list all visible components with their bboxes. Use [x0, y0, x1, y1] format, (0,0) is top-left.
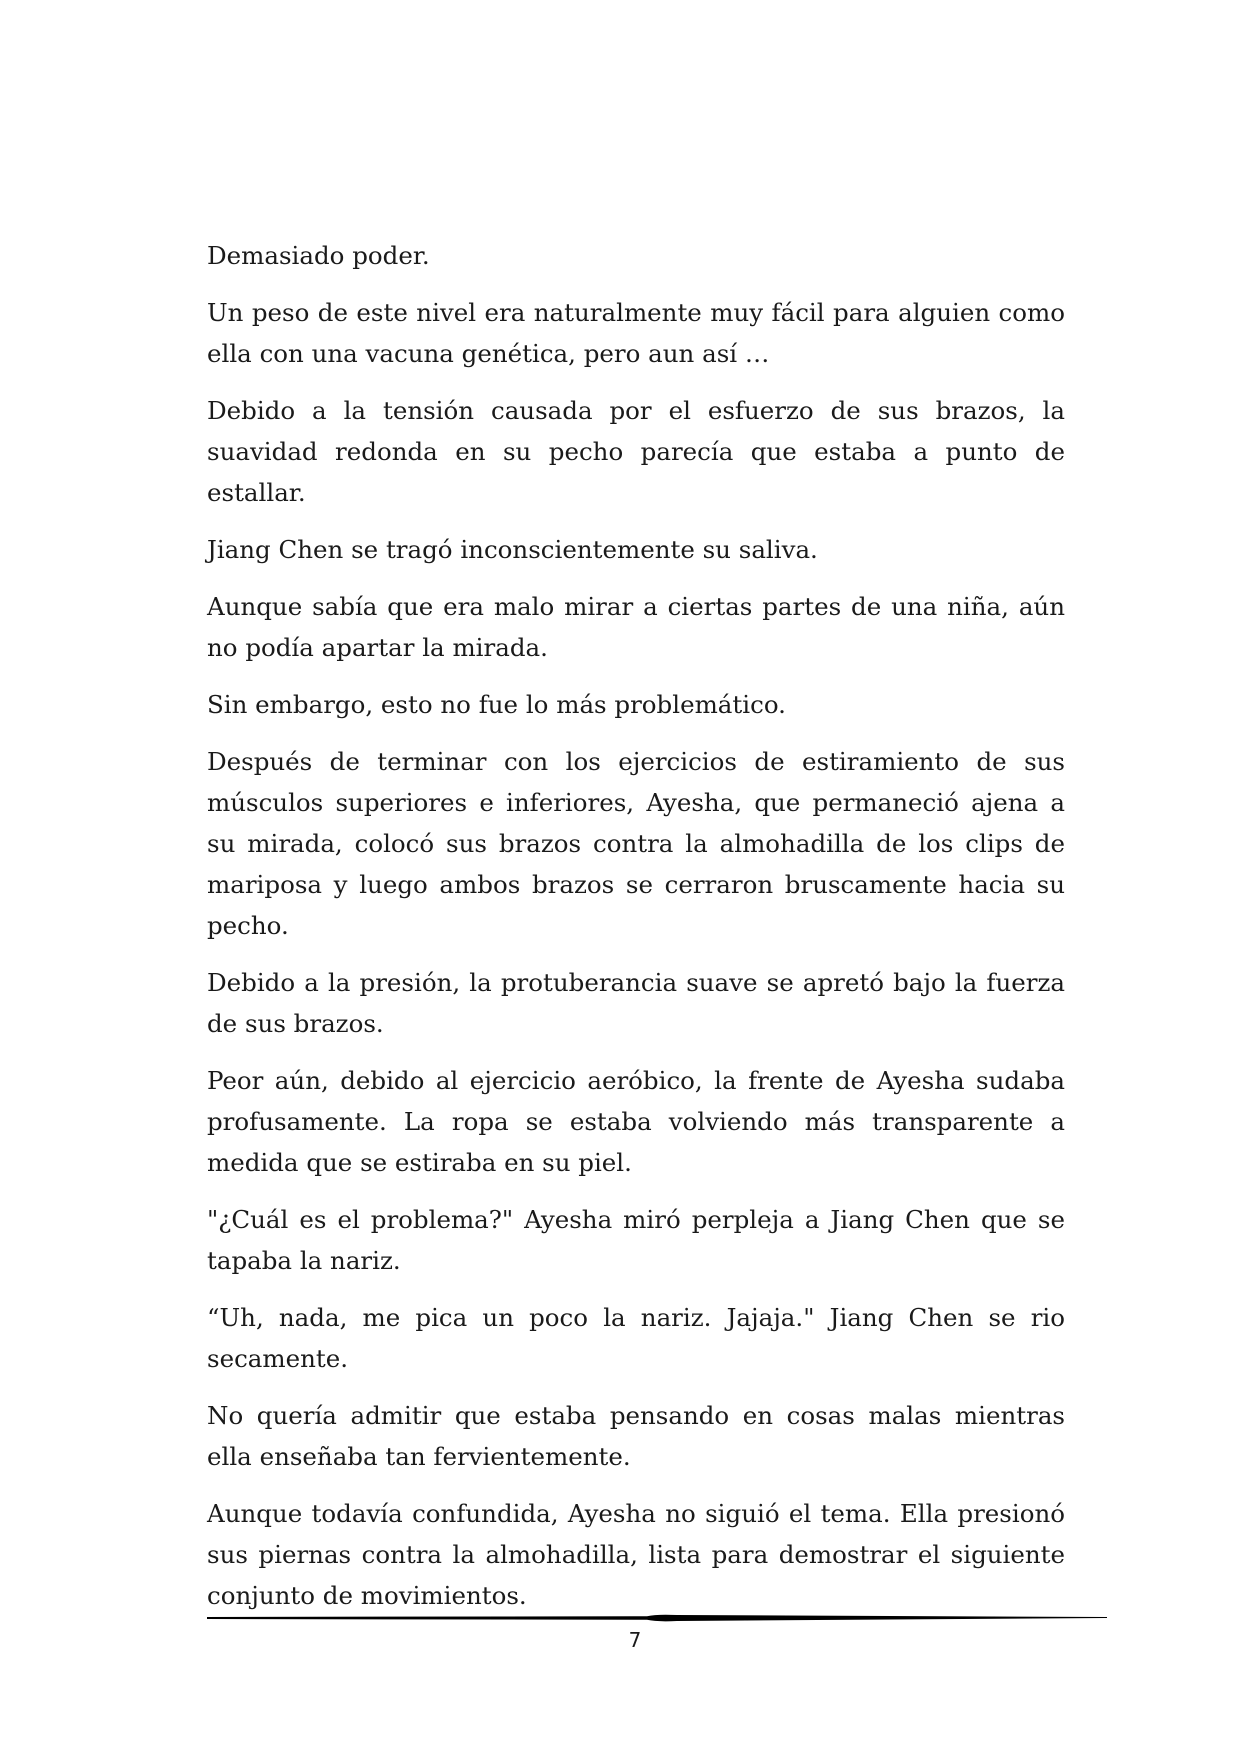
- paragraph-9: Peor aún, debido al ejercicio aeróbico, la frente de Ayesha sudaba profusamente. La ropa se estaba volviendo más transparente a medida que se estiraba en su piel.: [207, 1066, 1065, 1177]
- paragraph-12: No quería admitir que estaba pensando en cosas malas mientras ella enseñaba tan fervientemente.: [207, 1401, 1065, 1471]
- footer-divider: [207, 1612, 1107, 1624]
- paragraph-1: Demasiado poder.: [207, 241, 430, 270]
- paragraph-5: Aunque sabía que era malo mirar a ciertas partes de una niña, aún no podía apartar la mirada.: [207, 592, 1065, 662]
- paragraph-11: “Uh, nada, me pica un poco la nariz. Jajaja." Jiang Chen se rio secamente.: [207, 1303, 1065, 1373]
- paragraph-8: Debido a la presión, la protuberancia suave se apretó bajo la fuerza de sus brazos.: [207, 968, 1065, 1038]
- paragraph-3: Debido a la tensión causada por el esfuerzo de sus brazos, la suavidad redonda en su pecho parecía que estaba a punto de estallar.: [207, 396, 1065, 507]
- paragraph-6: Sin embargo, esto no fue lo más problemático.: [207, 690, 786, 719]
- paragraph-2: Un peso de este nivel era naturalmente muy fácil para alguien como ella con una vacuna genética, pero aun así …: [207, 298, 1065, 368]
- paragraph-10: "¿Cuál es el problema?" Ayesha miró perpleja a Jiang Chen que se tapaba la nariz.: [207, 1205, 1065, 1275]
- paragraph-4: Jiang Chen se tragó inconscientemente su saliva.: [207, 535, 818, 564]
- page-number: 7: [628, 1628, 642, 1652]
- paragraph-13: Aunque todavía confundida, Ayesha no siguió el tema. Ella presionó sus piernas contra la almohadilla, lista para demostrar el siguiente conjunto de movimientos.: [207, 1499, 1065, 1610]
- paragraph-7: Después de terminar con los ejercicios de estiramiento de sus músculos superiores e inferiores, Ayesha, que permaneció ajena a su mirada, colocó sus brazos contra la almohadilla de los clips de mariposa y luego ambos brazos se cerraron bruscamente hacia su pecho.: [207, 747, 1065, 940]
- body-text: [207, 235, 1065, 1632]
